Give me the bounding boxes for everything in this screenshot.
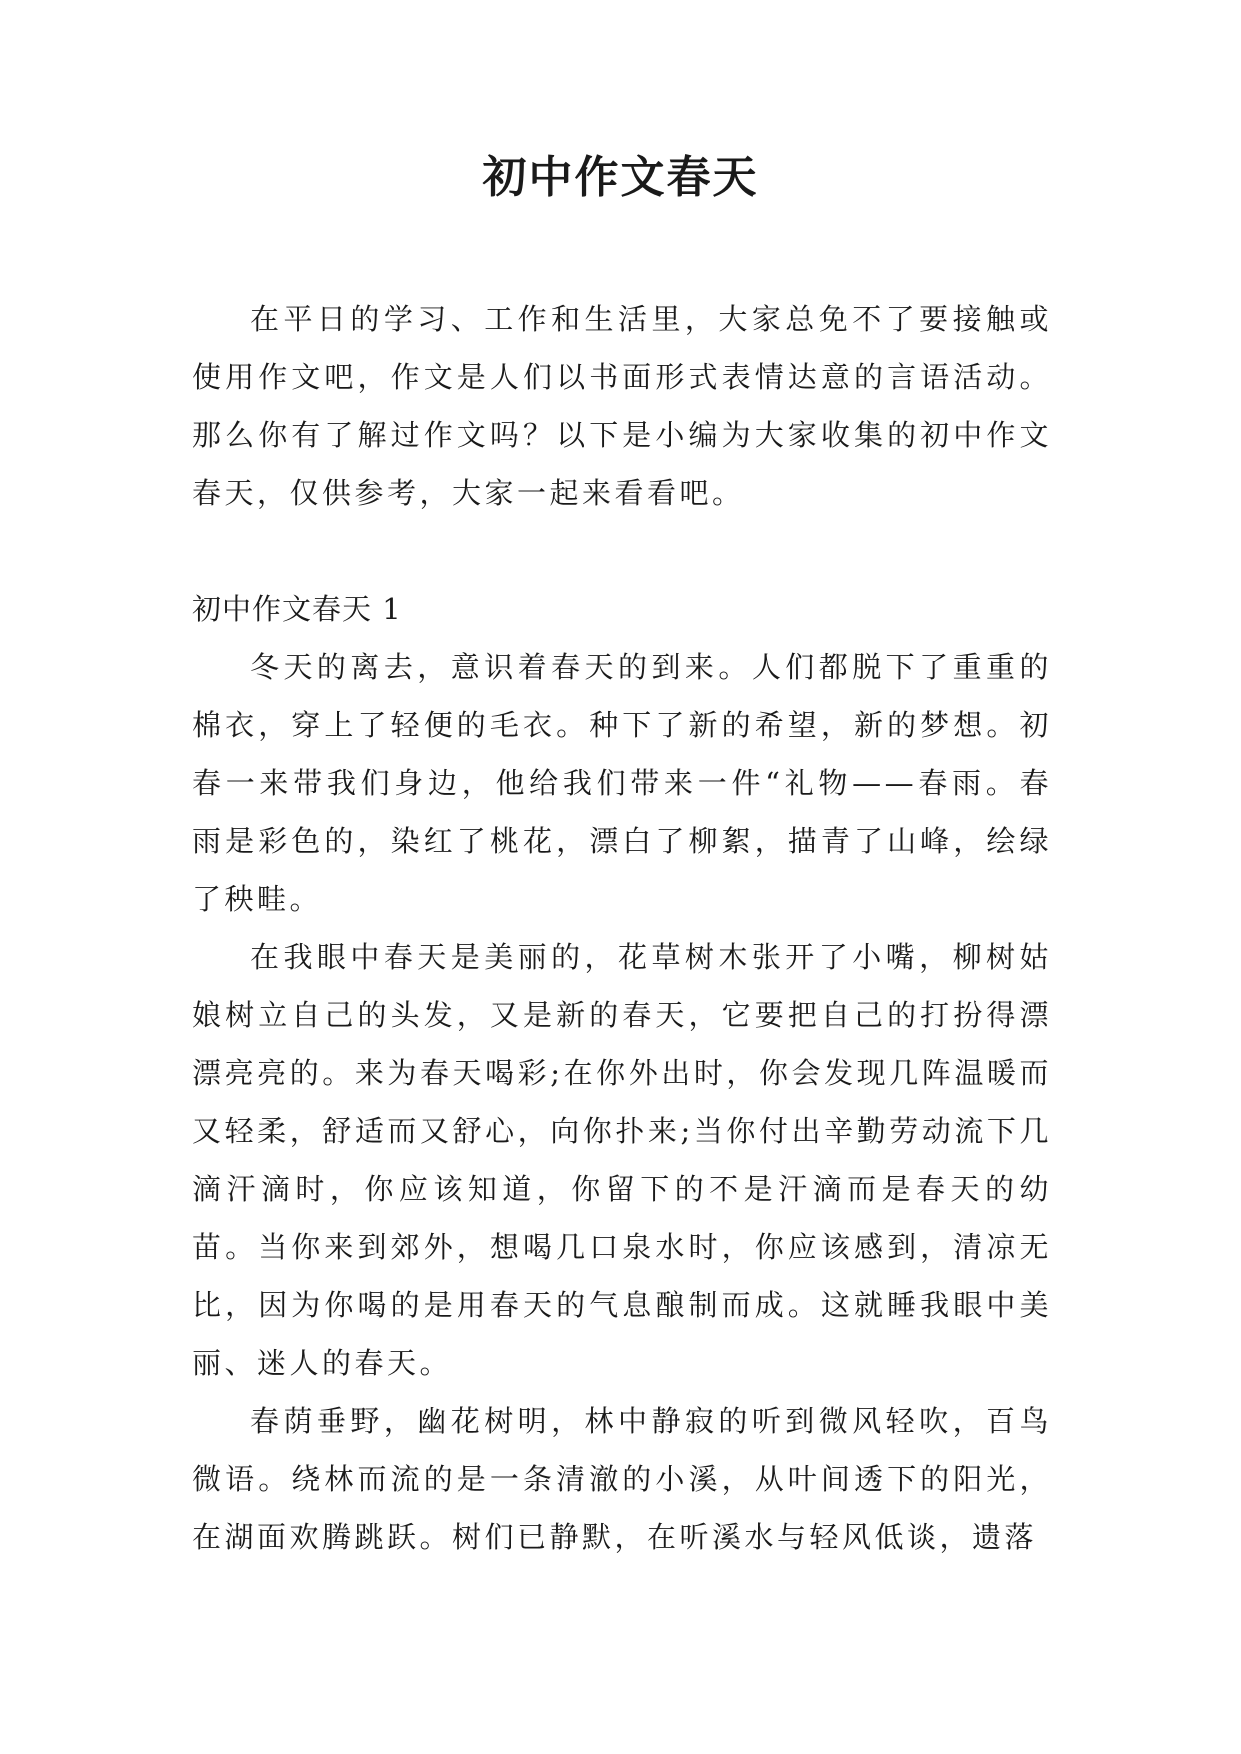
intro-paragraph: 在平日的学习、工作和生活里，大家总免不了要接触或使用作文吧，作文是人们以书面形式表情达意的言语活动。那么你有了解过作文吗？以下是小编为大家收集的初中作文春天，仅供参考，大家一起来看看吧。 (192, 302, 1052, 510)
body-paragraph-2: 在我眼中春天是美丽的，花草树木张开了小嘴，柳树姑娘树立自己的头发，又是新的春天，它要把自己的打扮得漂漂亮亮的。来为春天喝彩;在你外出时，你会发现几阵温暖而又轻柔，舒适而又舒心，向你扑来;当你付出辛勤劳动流下几滴汗滴时，你应该知道，你留下的不是汗滴而是春天的幼苗。当你来到郊外，想喝几口泉水时，你应该感到，清凉无比，因为你喝的是用春天的气息酿制而成。这就睡我眼中美丽、迷人的春天。 (192, 940, 1052, 1380)
document-body (192, 290, 1052, 1566)
section-heading: 初中作文春天 1 (192, 592, 402, 626)
body-paragraph-1: 冬天的离去，意识着春天的到来。人们都脱下了重重的棉衣，穿上了轻便的毛衣。种下了新的希望，新的梦想。初春一来带我们身边，他给我们带来一件“礼物——春雨。春雨是彩色的，染红了桃花，漂白了柳絮，描青了山峰，绘绿了秧畦。 (192, 650, 1052, 916)
document-title: 初中作文春天 (482, 152, 759, 203)
body-paragraph-3: 春荫垂野，幽花树明，林中静寂的听到微风轻吹，百鸟微语。绕林而流的是一条清澈的小溪，从叶间透下的阳光，在湖面欢腾跳跃。树们已静默，在听溪水与轻风低谈，遗落 (192, 1404, 1052, 1554)
